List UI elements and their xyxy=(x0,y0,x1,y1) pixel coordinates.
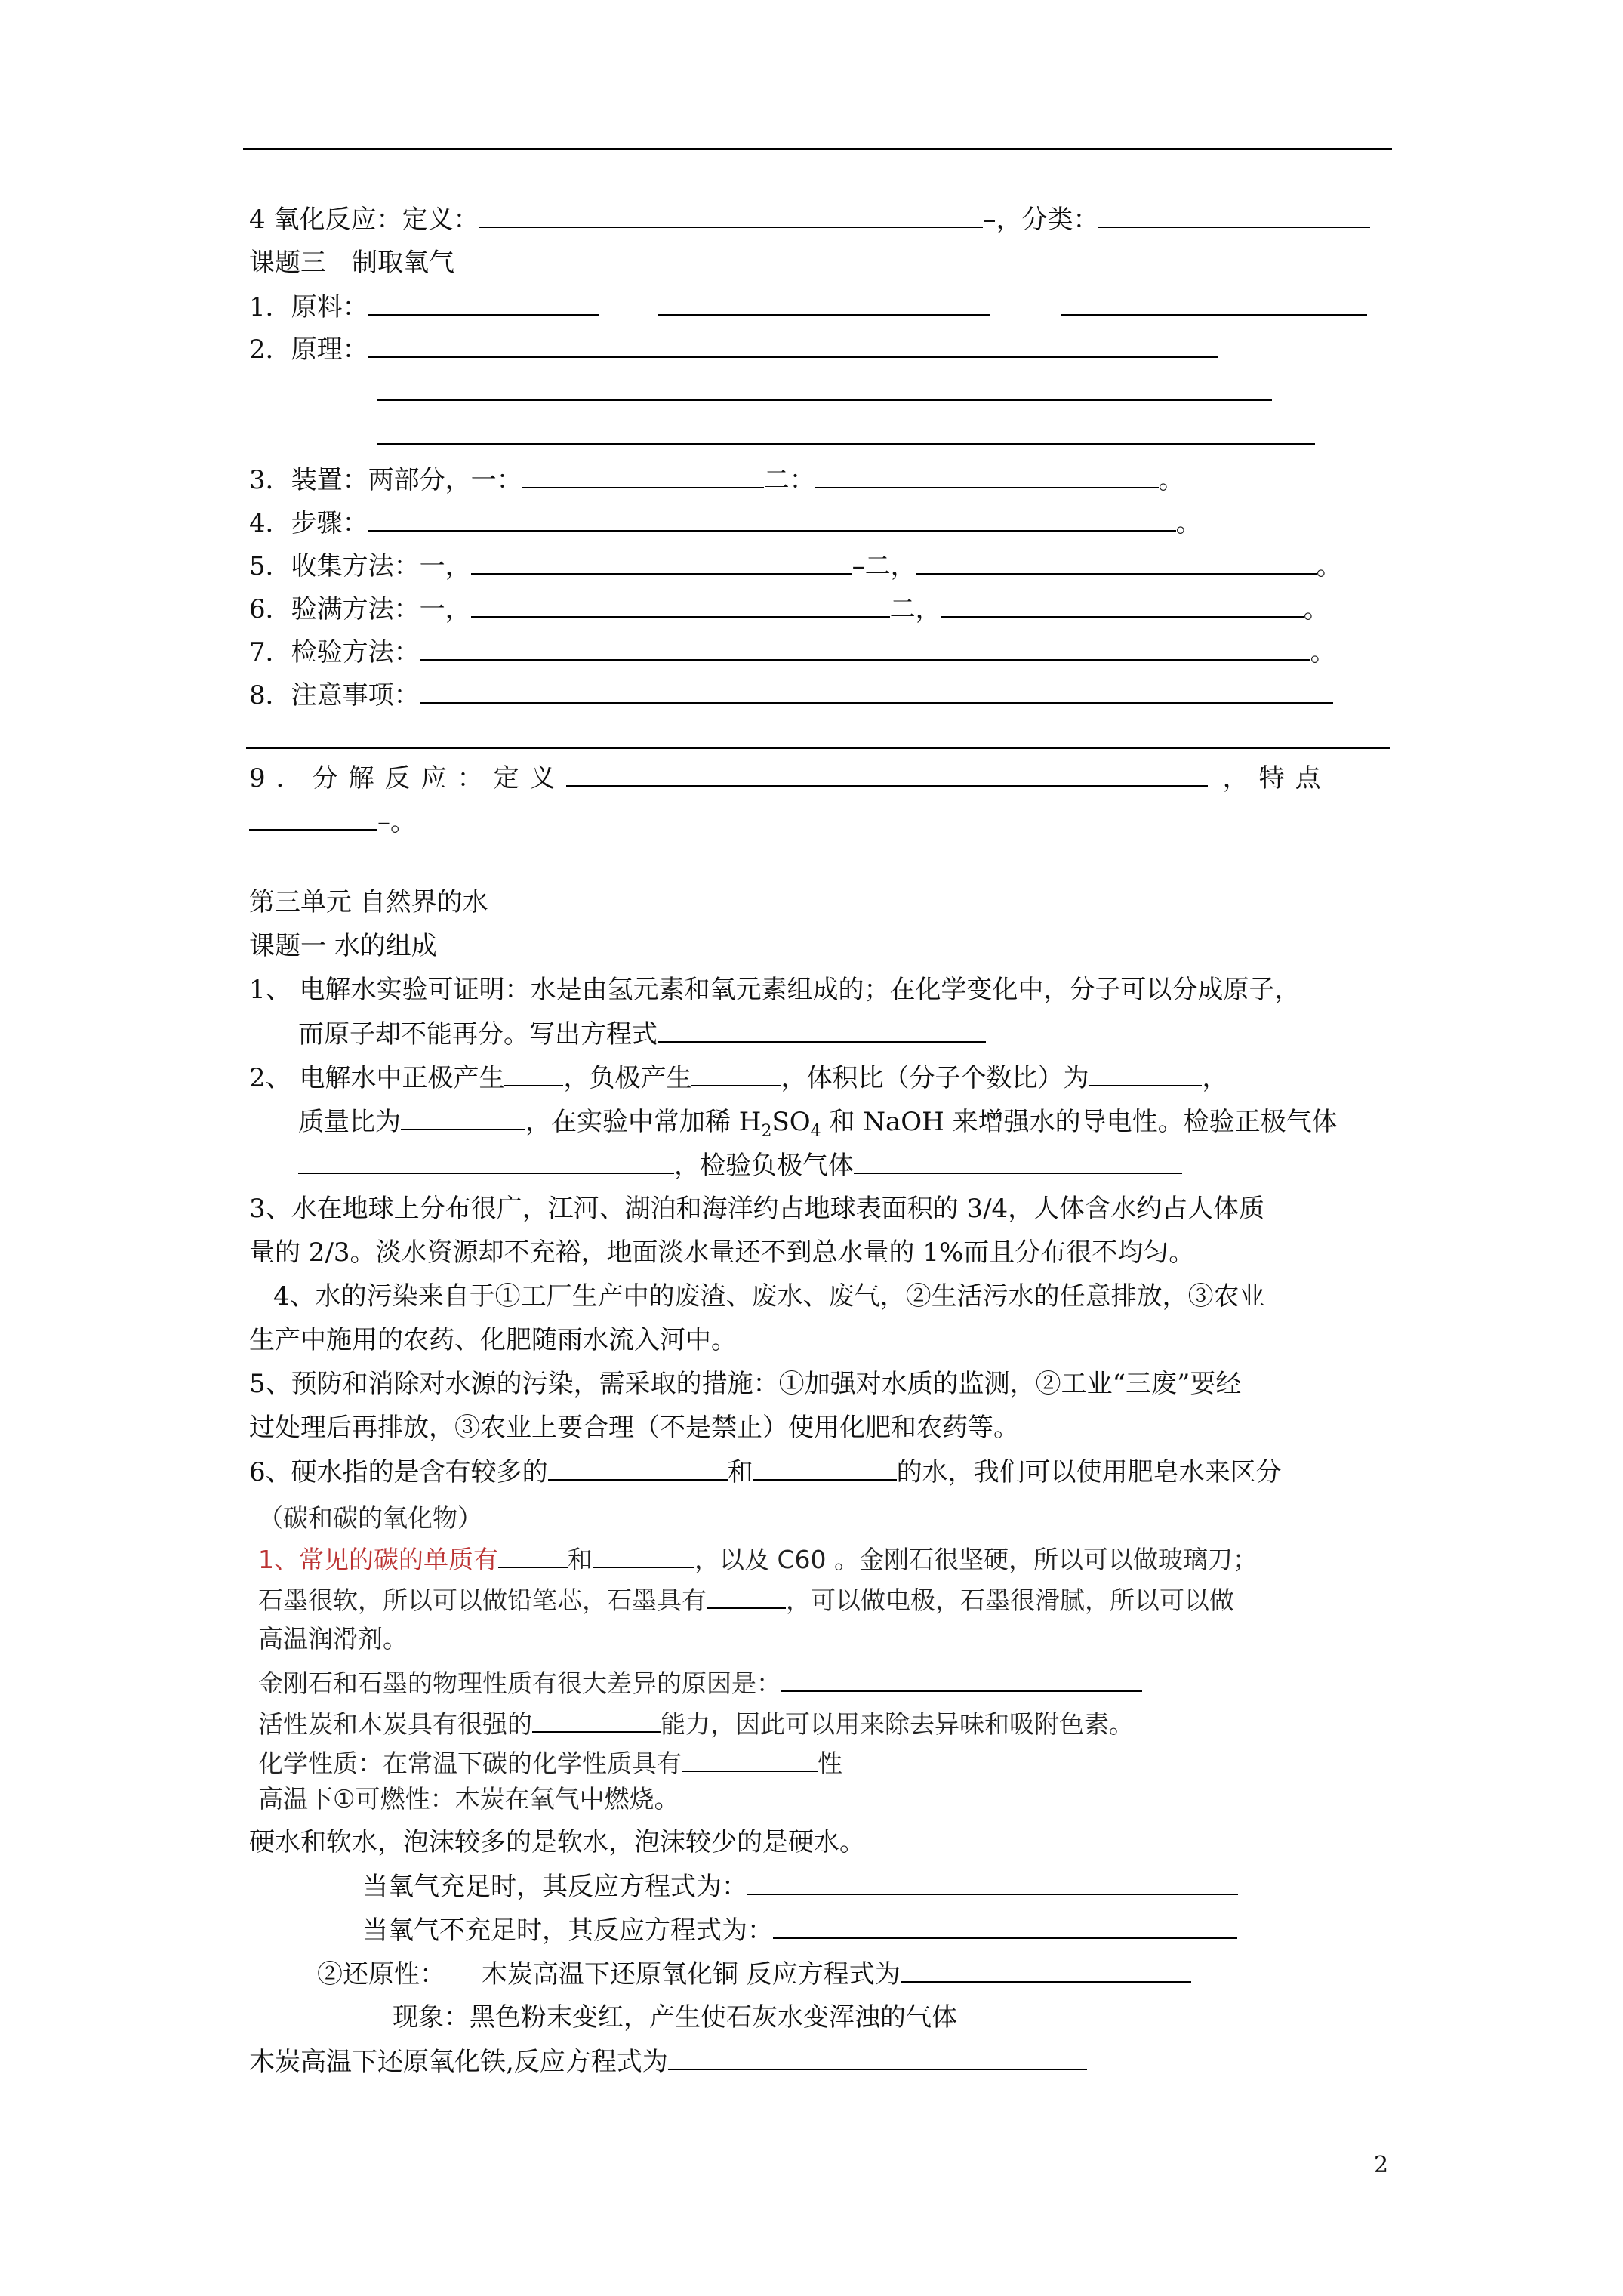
carbon-and: 和 xyxy=(568,1545,593,1574)
apparatus-line xyxy=(249,464,1184,495)
collection-blank-2[interactable] xyxy=(916,550,1317,575)
positive-electrode-label: 2、 电解水中正极产生 xyxy=(249,1063,505,1093)
full-check-blank-2[interactable] xyxy=(941,593,1304,618)
decomposition-feature-label: ，特点 xyxy=(1222,763,1332,794)
graphite-text-end: ，可以做电极，石墨很滑腻，所以可以做 xyxy=(786,1586,1234,1615)
decomposition-definition-blank[interactable] xyxy=(566,763,1208,787)
collection-line xyxy=(249,550,1342,581)
decomposition-line xyxy=(249,763,1332,794)
apparatus-part2-label: 二： xyxy=(763,465,815,495)
carbon-heading: （碳和碳的氧化物） xyxy=(258,1503,482,1533)
apparatus-end: 。 xyxy=(1158,465,1184,495)
diamond-graphite-blank[interactable] xyxy=(781,1668,1142,1692)
full-check-label: 6．验满方法：一， xyxy=(249,594,471,624)
carbon-line5 xyxy=(258,1709,1134,1740)
header-rule xyxy=(243,148,1392,150)
phenomenon-line: 现象：黑色粉末变红，产生使石灰水变浑浊的气体 xyxy=(393,2002,957,2032)
graphite-text: 石墨很软，所以可以做铅笔芯，石墨具有 xyxy=(258,1586,707,1615)
collection-part2-label: –二， xyxy=(852,551,916,581)
volume-ratio-blank[interactable] xyxy=(1089,1062,1202,1086)
materials-blank-2[interactable] xyxy=(658,291,990,316)
topic3-heading: 课题三 制取氧气 xyxy=(249,248,454,278)
full-check-line xyxy=(249,593,1329,624)
collection-end: 。 xyxy=(1316,551,1342,581)
positive-gas-blank[interactable] xyxy=(504,1062,563,1086)
carbon-line4 xyxy=(258,1668,1142,1699)
unit3-topic1: 课题一 水的组成 xyxy=(249,931,437,961)
unit3-p2-line1 xyxy=(249,1062,1227,1093)
notes-label: 8．注意事项： xyxy=(249,680,420,710)
equation-prompt: 而原子却不能再分。写出方程式 xyxy=(298,1019,658,1049)
positive-test-label: 和 NaOH 来增强水的导电性。检验正极气体 xyxy=(821,1107,1338,1137)
materials-label: 1．原料： xyxy=(249,292,368,322)
decomposition-label: 9．分解反应：定义 xyxy=(249,763,566,794)
scanned-carbon-section xyxy=(251,1499,1360,1814)
sufficient-oxygen-line xyxy=(362,1871,1238,1902)
graphite-property-blank[interactable] xyxy=(707,1585,786,1609)
mass-ratio-blank[interactable] xyxy=(401,1106,525,1130)
subscript-4: 4 xyxy=(810,1121,821,1141)
diamond-graphite-question: 金刚石和石墨的物理性质有很大差异的原因是： xyxy=(258,1669,781,1698)
carbon-line3: 高温润滑剂。 xyxy=(258,1624,408,1653)
notes-blank-1[interactable] xyxy=(420,680,1333,704)
steps-line xyxy=(249,507,1202,538)
copper-oxide-reaction-label: 木炭高温下还原氧化铜 反应方程式为 xyxy=(482,1959,901,1989)
unit3-p2-line2 xyxy=(298,1106,1338,1147)
test-method-end: 。 xyxy=(1310,637,1336,667)
acid-text: ，在实验中常加稀 H xyxy=(525,1107,762,1137)
principle-label: 2．原理： xyxy=(249,334,368,365)
acid-text-so: SO xyxy=(771,1107,811,1137)
carbon-elements-label: 1、常见的碳的单质有 xyxy=(258,1545,498,1574)
adsorption-blank[interactable] xyxy=(532,1709,661,1733)
decomposition-feature-blank[interactable] xyxy=(249,806,377,831)
chemical-property-end: 性 xyxy=(818,1749,842,1778)
materials-blank-1[interactable] xyxy=(368,291,599,316)
hard-water-end: 的水，我们可以使用肥皂水来区分 xyxy=(896,1457,1282,1487)
decomposition-end: –。 xyxy=(377,807,416,837)
oxidation-label: 4 氧化反应：定义： xyxy=(249,205,479,235)
principle-blank-3[interactable] xyxy=(377,442,1315,445)
soft-hard-water-line: 硬水和软水，泡沫较多的是软水，泡沫较少的是硬水。 xyxy=(249,1827,865,1857)
materials-line xyxy=(249,291,1367,322)
carbon-line2 xyxy=(258,1585,1234,1616)
negative-electrode-label: ，负极产生 xyxy=(563,1063,692,1093)
iron-oxide-line xyxy=(249,2046,1087,2077)
sufficient-oxygen-label: 当氧气充足时，其反应方程式为： xyxy=(362,1872,747,1902)
notes-line xyxy=(249,680,1333,710)
unit3-p5-line2: 过处理后再排放，③农业上要合理（不是禁止）使用化肥和农药等。 xyxy=(249,1413,1019,1443)
test-method-line xyxy=(249,636,1336,667)
unit3-p1-line1: 1、 电解水实验可证明：水是由氢元素和氧元素组成的；在化学变化中，分子可以分成原子， xyxy=(249,975,1301,1005)
reducing-property-line xyxy=(317,1959,1191,1989)
unit3-p3-line1: 3、水在地球上分布很广，江河、湖泊和海洋约占地球表面积的 3/4，人体含水约占人体质 xyxy=(249,1194,1265,1224)
activated-carbon-text: 活性炭和木炭具有很强的 xyxy=(258,1709,532,1739)
collection-label: 5．收集方法：一， xyxy=(249,551,471,581)
principle-line xyxy=(249,334,1218,365)
hard-water-label: 6、硬水指的是含有较多的 xyxy=(249,1457,548,1487)
carbon-element-blank-1[interactable] xyxy=(498,1544,568,1568)
unit3-p3-line2: 量的 2/3。淡水资源却不充裕，地面淡水量还不到总水量的 1%而且分布很不均匀。 xyxy=(249,1237,1195,1268)
carbon-line7: 高温下①可燃性：木炭在氧气中燃烧。 xyxy=(258,1784,679,1814)
full-check-blank-1[interactable] xyxy=(471,593,890,618)
volume-ratio-end: ， xyxy=(1202,1063,1228,1093)
test-method-blank[interactable] xyxy=(420,636,1310,661)
mass-ratio-label: 质量比为 xyxy=(298,1107,401,1137)
test-method-label: 7．检验方法： xyxy=(249,637,420,667)
stability-blank[interactable] xyxy=(682,1748,818,1772)
hard-water-and: 和 xyxy=(727,1457,753,1487)
carbon-line6 xyxy=(258,1748,842,1779)
unit3-p1-line2 xyxy=(298,1019,986,1049)
principle-blank-1[interactable] xyxy=(368,334,1218,358)
insufficient-oxygen-blank[interactable] xyxy=(773,1915,1237,1939)
unit3-p6-line xyxy=(249,1456,1282,1487)
chemical-property-text: 化学性质：在常温下碳的化学性质具有 xyxy=(258,1749,682,1778)
unit3-title: 第三单元 自然界的水 xyxy=(249,887,488,917)
steps-blank[interactable] xyxy=(368,507,1176,532)
unit3-p4-line2: 生产中施用的农药、化肥随雨水流入河中。 xyxy=(249,1325,737,1355)
full-check-part2-label: 二， xyxy=(889,594,941,624)
apparatus-label: 3．装置：两部分，一： xyxy=(249,465,522,495)
activated-carbon-text-end: 能力，因此可以用来除去异味和吸附色素。 xyxy=(661,1709,1134,1739)
reducing-property-label: ②还原性： xyxy=(317,1959,445,1989)
apparatus-blank-2[interactable] xyxy=(815,464,1159,488)
insufficient-oxygen-label: 当氧气不充足时，其反应方程式为： xyxy=(362,1915,773,1946)
negative-gas-blank[interactable] xyxy=(691,1062,781,1086)
notes-blank-2[interactable] xyxy=(246,746,1390,749)
carbon-line1-end: ，以及 C60 。金刚石很坚硬，所以可以做玻璃刀； xyxy=(694,1545,1258,1574)
oxidation-definition-blank[interactable] xyxy=(479,204,983,228)
subscript-2: 2 xyxy=(761,1121,772,1141)
iron-oxide-label: 木炭高温下还原氧化铁,反应方程式为 xyxy=(249,2047,668,2077)
steps-end: 。 xyxy=(1175,508,1202,538)
apparatus-blank-1[interactable] xyxy=(522,464,764,488)
negative-test-label: ，检验负极气体 xyxy=(674,1151,854,1181)
positive-test-blank[interactable] xyxy=(298,1150,674,1174)
full-check-end: 。 xyxy=(1303,594,1329,624)
hard-water-blank-1[interactable] xyxy=(548,1456,728,1481)
classification-label: –，分类： xyxy=(983,205,1099,235)
carbon-element-blank-2[interactable] xyxy=(593,1544,694,1568)
unit3-p5-line1: 5、预防和消除对水源的污染，需采取的措施：①加强对水质的监测，②工业“三废”要经 xyxy=(249,1369,1242,1399)
carbon-line1 xyxy=(258,1544,1258,1575)
classification-blank[interactable] xyxy=(1098,204,1370,228)
materials-blank-3[interactable] xyxy=(1061,291,1367,316)
steps-label: 4．步骤： xyxy=(249,508,368,538)
copper-oxide-equation-blank[interactable] xyxy=(901,1959,1191,1983)
unit3-p2-line3 xyxy=(298,1150,1182,1181)
sufficient-oxygen-blank[interactable] xyxy=(747,1871,1238,1895)
collection-blank-1[interactable] xyxy=(471,550,852,575)
hard-water-blank-2[interactable] xyxy=(753,1456,897,1481)
page-number: 2 xyxy=(1374,2152,1389,2178)
negative-test-blank[interactable] xyxy=(854,1150,1182,1174)
unit3-p4-line1: 4、水的污染来自于①工厂生产中的废渣、废水、废气，②生活污水的任意排放，③农业 xyxy=(273,1281,1265,1311)
principle-blank-2[interactable] xyxy=(377,398,1272,401)
insufficient-oxygen-line xyxy=(362,1915,1237,1946)
decomposition-line-2 xyxy=(249,806,416,837)
oxidation-reaction-line xyxy=(249,204,1370,235)
volume-ratio-label: ，体积比（分子个数比）为 xyxy=(781,1063,1089,1093)
electrolysis-equation-blank[interactable] xyxy=(658,1019,986,1043)
iron-oxide-equation-blank[interactable] xyxy=(668,2046,1087,2070)
